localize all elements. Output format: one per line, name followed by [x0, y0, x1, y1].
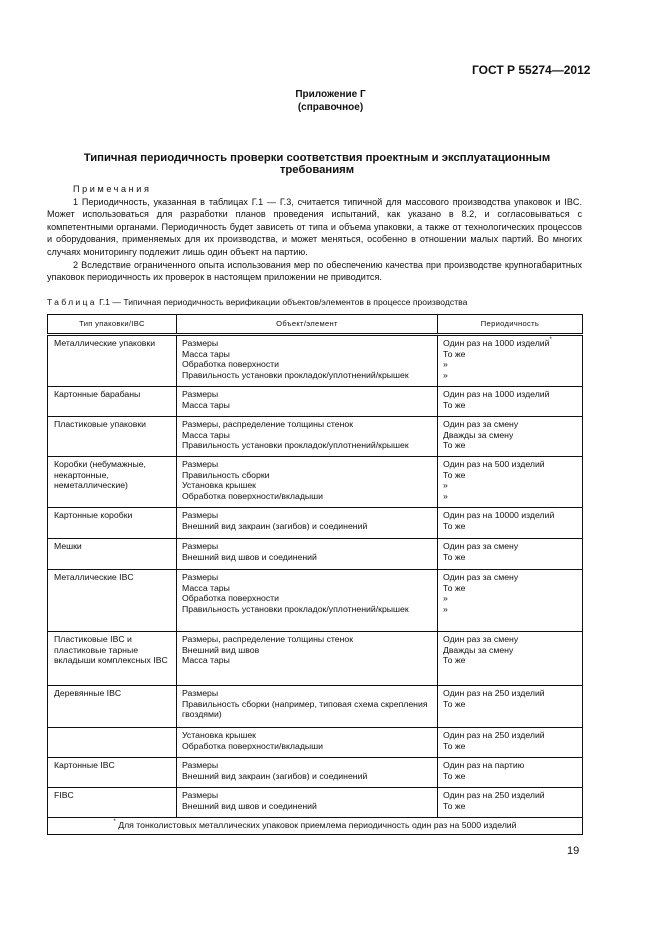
frequency-text: То же	[443, 520, 466, 531]
annex-title: Приложение Г	[295, 89, 366, 100]
frequency-item	[443, 801, 577, 812]
frequency-item	[443, 604, 577, 615]
object-item: Внешний вид закраин (загибов) и соединений	[182, 770, 368, 781]
standard-id: ГОСТ Р 55274—2012	[472, 63, 591, 77]
cell-package-type: Металлические IBC	[48, 570, 177, 632]
column-header-frequency: Периодичность	[438, 315, 583, 335]
object-item: Масса тары	[182, 348, 230, 359]
frequency-text: Один раз на партию	[443, 760, 525, 770]
cell-package-type: Пластиковые упаковки	[48, 417, 177, 457]
frequency-text: То же	[443, 800, 466, 811]
frequency-item	[443, 583, 577, 594]
table-row	[48, 758, 583, 788]
object-item: Правильность сборки (например, типовая схема скрепления гвоздями)	[182, 698, 428, 720]
frequency-text: То же	[443, 440, 466, 451]
frequency-item	[443, 552, 577, 563]
frequency-item	[443, 400, 577, 411]
object-item: Обработка поверхности/вкладыши	[182, 490, 323, 501]
table-row	[48, 788, 583, 818]
cell-object-element	[177, 335, 438, 387]
note-2: 2 Вследствие ограниченного опыта использования мер по обеспечению качества при производстве крупногабаритных упаковок периодичность их проверок в настоящем приложении не приводится.	[47, 259, 582, 283]
frequency-item	[443, 521, 577, 532]
frequency-text: Дважды за смену	[443, 644, 514, 655]
object-item: Внешний вид швов и соединений	[182, 800, 317, 811]
frequency-item	[443, 510, 577, 521]
frequency-text: То же	[443, 655, 466, 666]
frequency-item	[443, 655, 577, 666]
object-item: Размеры	[182, 389, 219, 399]
object-item: Размеры	[182, 338, 219, 348]
table-body	[48, 335, 583, 818]
cell-package-type: Картонные IBC	[48, 758, 177, 788]
cell-package-type: Коробки (небумажные, некартонные, неметаллические)	[48, 457, 177, 508]
cell-frequency	[438, 632, 583, 686]
cell-object-element	[177, 686, 438, 728]
frequency-text: Один раз на 10000 изделий	[443, 510, 555, 520]
cell-frequency	[438, 788, 583, 818]
frequency-text: Один раз на 250 изделий	[443, 688, 545, 698]
object-item: Размеры, распределение толщины стенок	[182, 419, 354, 429]
object-item: Внешний вид закраин (загибов) и соединений	[182, 520, 368, 531]
object-item: Установка крышек	[182, 480, 256, 491]
cell-package-type	[48, 728, 177, 758]
object-item: Размеры	[182, 688, 219, 698]
frequency-text: »	[443, 369, 448, 380]
cell-package-type: Мешки	[48, 539, 177, 570]
frequency-text: То же	[443, 740, 466, 751]
periodicity-table	[47, 314, 583, 835]
table-row	[48, 508, 583, 539]
frequency-item	[443, 634, 577, 645]
cell-object-element	[177, 632, 438, 686]
frequency-item	[443, 419, 577, 430]
frequency-text: То же	[443, 551, 466, 562]
object-item: Установка крышек	[182, 730, 256, 740]
object-item: Правильность установки прокладок/уплотнений/крышек	[182, 440, 409, 451]
cell-package-type: Пластиковые IBC и пластиковые тарные вкладыши комплексных IBC	[48, 632, 177, 686]
cell-object-element	[177, 570, 438, 632]
frequency-item	[443, 440, 577, 451]
frequency-item	[443, 572, 577, 583]
object-item: Размеры	[182, 790, 219, 800]
frequency-text: »	[443, 603, 448, 614]
table-row	[48, 539, 583, 570]
cell-object-element	[177, 728, 438, 758]
frequency-item	[443, 593, 577, 604]
cell-frequency	[438, 387, 583, 417]
object-item: Размеры	[182, 572, 219, 582]
cell-package-type: Картонные коробки	[48, 508, 177, 539]
frequency-item	[443, 491, 577, 502]
notes-block	[47, 183, 582, 284]
frequency-text: То же	[443, 469, 466, 480]
frequency-text: »	[443, 490, 448, 501]
frequency-item	[443, 359, 577, 370]
cell-object-element	[177, 387, 438, 417]
object-item: Обработка поверхности/вкладыши	[182, 740, 323, 751]
cell-object-element	[177, 788, 438, 818]
table-row	[48, 387, 583, 417]
annex-type: (справочное)	[297, 102, 364, 113]
frequency-text: Один раз на 500 изделий	[443, 459, 545, 469]
table-row	[48, 686, 583, 728]
frequency-item	[443, 699, 577, 710]
frequency-item	[443, 741, 577, 752]
cell-object-element	[177, 417, 438, 457]
cell-frequency	[438, 417, 583, 457]
frequency-text: Один раз за смену	[443, 634, 519, 644]
frequency-text: То же	[443, 348, 466, 359]
table-caption-prefix: Таблица	[47, 297, 97, 307]
table-row	[48, 457, 583, 508]
frequency-item	[443, 730, 577, 741]
frequency-item	[443, 470, 577, 481]
frequency-item	[443, 790, 577, 801]
frequency-item	[443, 541, 577, 552]
table-caption-text: Г.1 — Типичная периодичность верификации объектов/элементов в процессе производства	[96, 297, 468, 307]
frequency-item	[443, 338, 577, 349]
column-header-object: Объект/элемент	[177, 315, 438, 335]
footnote-ref-mark: *	[549, 337, 552, 343]
cell-object-element	[177, 539, 438, 570]
frequency-text: Дважды за смену	[443, 429, 514, 440]
cell-frequency	[438, 335, 583, 387]
object-item: Масса тары	[182, 582, 230, 593]
frequency-text: »	[443, 480, 448, 491]
frequency-text: Один раз на 250 изделий	[443, 790, 545, 800]
footnote-mark: *	[113, 819, 116, 825]
object-item: Размеры	[182, 541, 219, 551]
object-item: Правильность сборки	[182, 469, 270, 480]
cell-frequency	[438, 728, 583, 758]
column-header-type: Тип упаковки/IBC	[48, 315, 177, 335]
table-header-row	[48, 315, 583, 335]
object-item: Размеры	[182, 510, 219, 520]
frequency-item	[443, 760, 577, 771]
frequency-text: Один раз за смену	[443, 541, 519, 551]
frequency-text: То же	[443, 582, 466, 593]
table-footnote	[48, 818, 583, 835]
annex-heading	[0, 88, 661, 114]
object-item: Внешний вид швов	[182, 644, 260, 655]
object-item: Размеры, распределение толщины стенок	[182, 634, 354, 644]
cell-object-element	[177, 457, 438, 508]
frequency-text: То же	[443, 399, 466, 410]
object-item: Внешний вид швов и соединений	[182, 551, 317, 562]
frequency-text: »	[443, 593, 448, 604]
note-1: 1 Периодичность, указанная в таблицах Г.1 — Г.3, считается типичной для массового производства упаковок и IBC. Может использоваться для разработки планов проведения испытаний, как указано в 8.2, и согласовываться с компетентными органами. Периодичность будет зависеть от типа и объема упаковки, а также от технологических процессов и оборудования, применяемых для их производства, и может меняться, особенно в отношении малых партий. Во многих случаях мониторингу подлежит лишь один объект на партию.	[47, 196, 582, 257]
table-caption	[47, 297, 467, 307]
object-item: Обработка поверхности	[182, 359, 279, 370]
frequency-text: Один раз на 1000 изделий	[443, 338, 550, 348]
object-item: Обработка поверхности	[182, 593, 279, 604]
frequency-item	[443, 349, 577, 360]
cell-frequency	[438, 508, 583, 539]
cell-frequency	[438, 457, 583, 508]
cell-frequency	[438, 539, 583, 570]
table-row	[48, 728, 583, 758]
frequency-text: Один раз на 1000 изделий	[443, 389, 550, 399]
object-item: Масса тары	[182, 429, 230, 440]
object-item: Правильность установки прокладок/уплотнений/крышек	[182, 603, 409, 614]
footnote-text: Для тонколистовых металлических упаковок приемлема периодичность один раз на 5000 изделий	[118, 820, 517, 830]
object-item: Масса тары	[182, 399, 230, 410]
frequency-item	[443, 480, 577, 491]
frequency-text: Один раз за смену	[443, 419, 519, 429]
cell-frequency	[438, 758, 583, 788]
frequency-item	[443, 688, 577, 699]
cell-package-type: Металлические упаковки	[48, 335, 177, 387]
table-row	[48, 335, 583, 387]
object-item: Правильность установки прокладок/уплотнений/крышек	[182, 369, 409, 380]
table-row	[48, 570, 583, 632]
cell-package-type: Деревянные IBC	[48, 686, 177, 728]
frequency-item	[443, 370, 577, 381]
frequency-text: Один раз за смену	[443, 572, 519, 582]
page-number: 19	[567, 845, 580, 857]
frequency-text: То же	[443, 698, 466, 709]
cell-package-type: Картонные барабаны	[48, 387, 177, 417]
cell-frequency	[438, 570, 583, 632]
cell-object-element	[177, 508, 438, 539]
cell-package-type: FIBC	[48, 788, 177, 818]
object-item: Масса тары	[182, 655, 230, 666]
frequency-item	[443, 645, 577, 656]
table-row	[48, 632, 583, 686]
frequency-item	[443, 771, 577, 782]
object-item: Размеры	[182, 760, 219, 770]
frequency-item	[443, 430, 577, 441]
cell-object-element	[177, 758, 438, 788]
table-row	[48, 417, 583, 457]
frequency-text: Один раз на 250 изделий	[443, 730, 545, 740]
cell-frequency	[438, 686, 583, 728]
notes-heading: Примечания	[73, 184, 152, 194]
section-title: Типичная периодичность проверки соответствия проектным и эксплуатационным требованиям	[83, 152, 551, 176]
table-footnote-row	[48, 818, 583, 835]
frequency-text: То же	[443, 770, 466, 781]
object-item: Размеры	[182, 459, 219, 469]
frequency-text: »	[443, 359, 448, 370]
frequency-item	[443, 459, 577, 470]
frequency-item	[443, 389, 577, 400]
